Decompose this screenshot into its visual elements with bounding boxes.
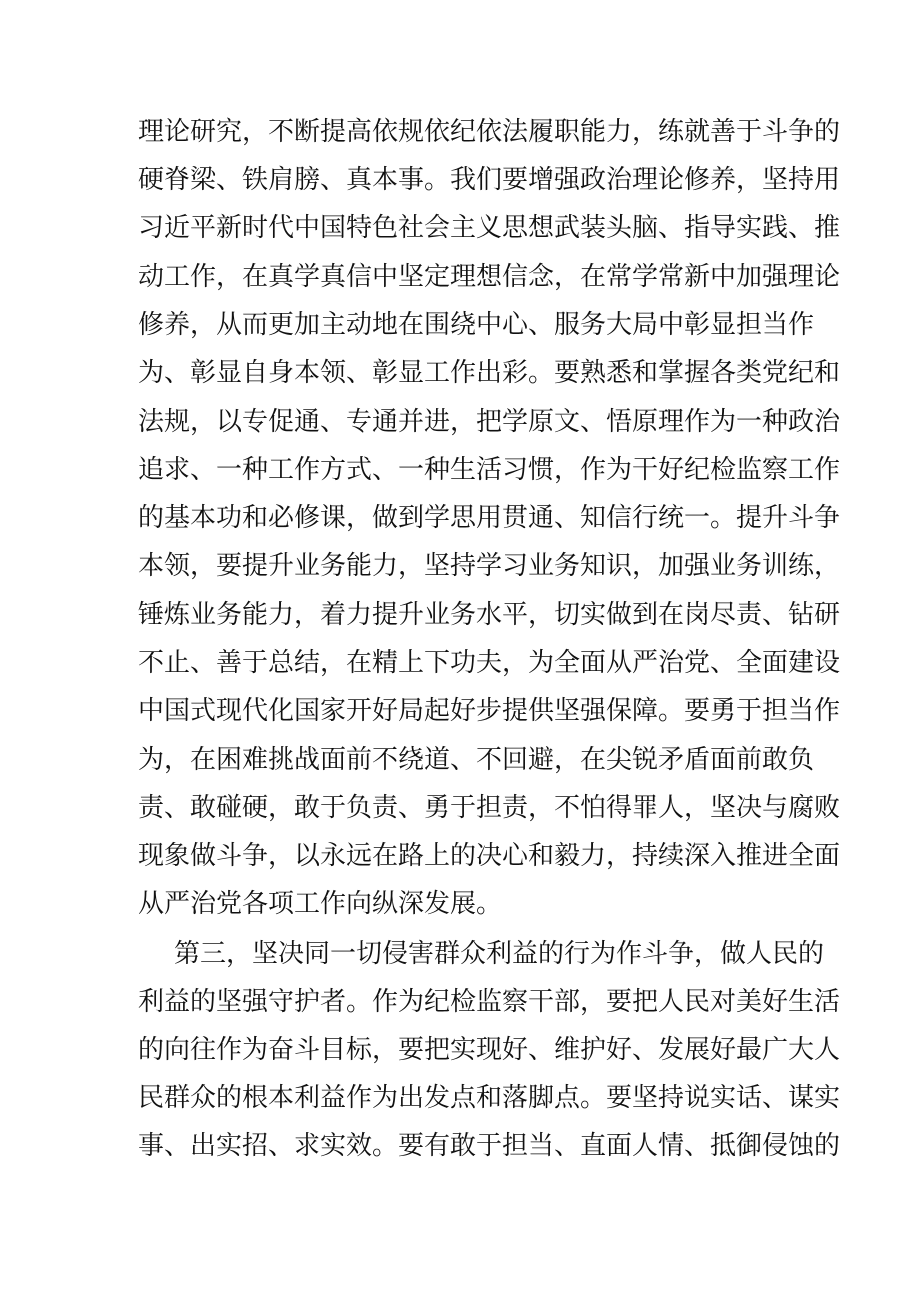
text-line: 法规，以专促通、专通并进，把学原文、悟原理作为一种政治	[138, 407, 841, 437]
text-line: 现象做斗争，以永远在路上的决心和毅力，持续深入推进全面	[138, 841, 841, 871]
text-line: 硬脊梁、铁肩膀、真本事。我们要增强政治理论修养，坚持用	[138, 165, 841, 195]
text-line: 利益的坚强守护者。作为纪检监察干部，要把人民对美好生活	[138, 987, 841, 1017]
text-line: 责、敢碰硬，敢于负责、勇于担责，不怕得罪人，坚决与腐败	[138, 793, 841, 823]
text-line: 本领，要提升业务能力，坚持学习业务知识，加强业务训练，	[138, 551, 841, 581]
paragraph-first-line: 第三，坚决同一切侵害群众利益的行为作斗争，做人民的	[174, 939, 825, 969]
text-line: 的向往作为奋斗目标，要把实现好、维护好、发展好最广大人	[138, 1035, 841, 1065]
text-line: 修养，从而更加主动地在围绕中心、服务大局中彰显担当作	[138, 310, 815, 340]
text-line: 不止、善于总结，在精上下功夫，为全面从严治党、全面建设	[138, 648, 841, 678]
text-line: 的基本功和必修课，做到学思用贯通、知信行统一。提升斗争	[138, 503, 841, 533]
text-line: 为、彰显自身本领、彰显工作出彩。要熟悉和掌握各类党纪和	[138, 358, 841, 388]
text-line: 从严治党各项工作向纵深发展。	[138, 889, 503, 919]
text-line: 追求、一种工作方式、一种生活习惯，作为干好纪检监察工作	[138, 455, 841, 485]
text-line: 中国式现代化国家开好局起好步提供坚强保障。要勇于担当作	[138, 696, 841, 726]
text-line: 动工作，在真学真信中坚定理想信念，在常学常新中加强理论	[138, 262, 841, 292]
text-line: 民群众的根本利益作为出发点和落脚点。要坚持说实话、谋实	[138, 1083, 841, 1113]
text-line: 锤炼业务能力，着力提升业务水平，切实做到在岗尽责、钻研	[138, 600, 841, 630]
text-line: 为，在困难挑战面前不绕道、不回避，在尖锐矛盾面前敢负	[138, 745, 815, 775]
text-line: 理论研究，不断提高依规依纪依法履职能力，练就善于斗争的	[138, 117, 841, 147]
text-line: 事、出实招、求实效。要有敢于担当、直面人情、抵御侵蚀的	[138, 1131, 841, 1161]
text-line: 习近平新时代中国特色社会主义思想武装头脑、指导实践、推	[138, 213, 841, 243]
